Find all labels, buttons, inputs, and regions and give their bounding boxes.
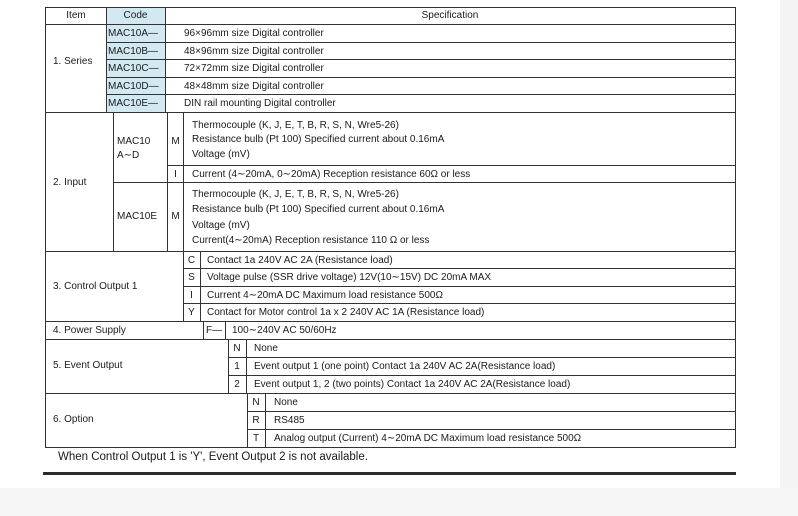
control-spec-c: Contact 1a 240V AC 2A (Resistance load): [207, 255, 393, 266]
series-spec-b: 48×96mm size Digital controller: [184, 46, 324, 57]
series-label: 1. Series: [53, 56, 93, 67]
input-i-spec: Current (4∼20mA, 0∼20mA) Reception resistance 60Ω or less: [192, 169, 471, 180]
option-spec-n: None: [274, 397, 298, 408]
input-code-i: I: [174, 169, 177, 180]
input-label: 2. Input: [53, 177, 87, 188]
event-code-2: 2: [234, 379, 240, 390]
event-spec-n: None: [254, 343, 278, 354]
input-m-spec-2: Resistance bulb (Pt 100) Specified current about 0.16mA: [192, 134, 445, 145]
control-spec-s: Voltage pulse (SSR drive voltage) 12V(10∼15V) DC 20mA MAX: [207, 272, 492, 283]
control-code-s: S: [188, 272, 195, 283]
power-supply-spec: 100∼240V AC 50/60Hz: [232, 325, 337, 336]
control-code-i: I: [190, 290, 193, 301]
header-code: Code: [123, 10, 148, 21]
control-output-label: 3. Control Output 1: [53, 281, 138, 292]
right-margin-band: [780, 0, 798, 516]
input-m-spec-1: Thermocouple (K, J, E, T, B, R, S, N, Wre5-26): [192, 120, 399, 131]
event-code-n: N: [233, 343, 241, 354]
input-code-m2: M: [171, 211, 180, 222]
series-code-c: MAC10C—: [108, 63, 159, 74]
option-code-t: T: [252, 433, 260, 444]
control-code-y: Y: [188, 307, 195, 318]
series-code-a: MAC10A—: [108, 28, 159, 39]
event-spec-2: Event output 1, 2 (two points) Contact 1a 240V AC 2A(Resistance load): [254, 379, 571, 390]
event-output-label: 5. Event Output: [53, 360, 123, 371]
control-spec-y: Contact for Motor control 1a x 2 240V AC 1A (Resistance load): [207, 307, 485, 318]
event-spec-1: Event output 1 (one point) Contact 1a 240V AC 2A(Resistance load): [254, 361, 556, 372]
header-item: Item: [66, 10, 86, 21]
input-e-spec-2: Resistance bulb (Pt 100) Specified current about 0.16mA: [192, 204, 445, 215]
input-e-spec-3: Voltage (mV): [192, 220, 250, 231]
option-label: 6. Option: [53, 414, 94, 425]
power-supply-label: 4. Power Supply: [53, 325, 126, 336]
series-spec-c: 72×72mm size Digital controller: [184, 63, 324, 74]
input-e-spec-1: Thermocouple (K, J, E, T, B, R, S, N, Wre5-26): [192, 189, 399, 200]
series-code-d: MAC10D—: [108, 81, 159, 92]
input-model-mac10: MAC10: [117, 136, 151, 147]
bottom-rule: [43, 472, 736, 475]
availability-note: When Control Output 1 is 'Y', Event Output 2 is not available.: [58, 451, 368, 463]
series-spec-e: DIN rail mounting Digital controller: [184, 98, 336, 109]
series-code-e: MAC10E—: [108, 98, 159, 109]
event-code-1: 1: [234, 361, 240, 372]
header-specification: Specification: [421, 10, 479, 21]
input-model-range: A∼D: [117, 150, 140, 161]
input-model-mac10e: MAC10E: [117, 211, 158, 222]
option-spec-r: RS485: [274, 415, 305, 426]
power-supply-code: F—: [205, 325, 223, 336]
series-spec-d: 48×48mm size Digital controller: [184, 81, 324, 92]
series-spec-a: 96×96mm size Digital controller: [184, 28, 324, 39]
option-code-r: R: [252, 415, 260, 426]
series-code-b: MAC10B—: [108, 46, 159, 57]
input-m-spec-3: Voltage (mV): [192, 149, 250, 160]
option-spec-t: Analog output (Current) 4∼20mA DC Maximum load resistance 500Ω: [274, 433, 582, 444]
bottom-margin-band: [0, 488, 798, 516]
input-code-m1: M: [171, 136, 180, 147]
control-code-c: C: [187, 255, 196, 266]
control-spec-i: Current 4∼20mA DC Maximum load resistance 500Ω: [207, 290, 443, 301]
input-e-spec-4: Current(4∼20mA) Reception resistance 110 Ω or less: [192, 235, 430, 246]
option-code-n: N: [252, 397, 260, 408]
